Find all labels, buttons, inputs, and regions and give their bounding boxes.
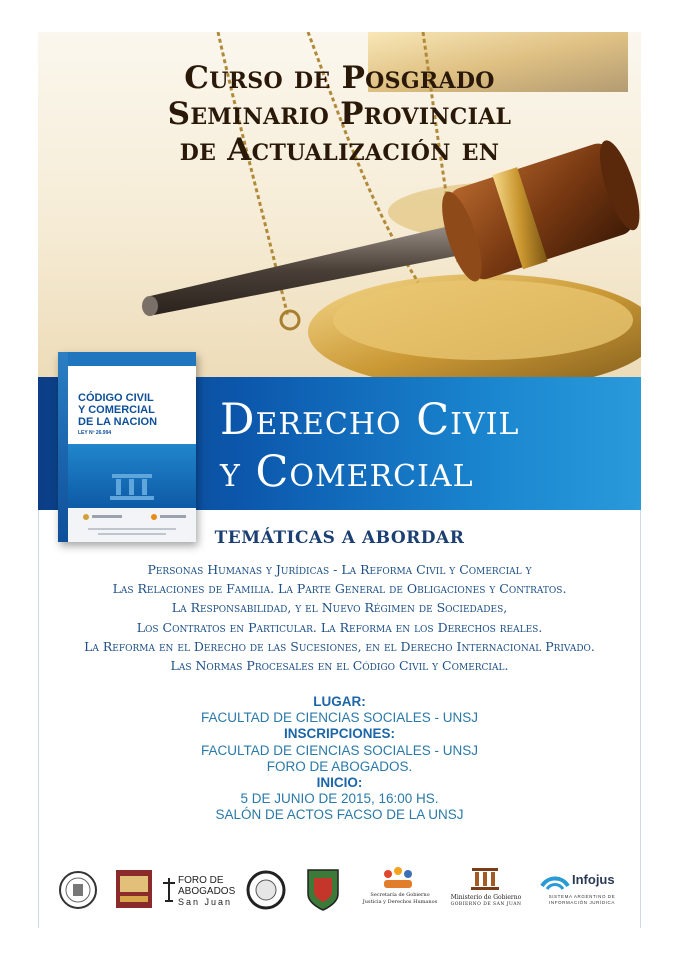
- inicio-date: 5 DE JUNIO DE 2015, 16:00 HS.: [240, 791, 439, 807]
- building-columns-icon: [470, 866, 500, 892]
- secretaria-line-2: Justicia y Derechos Humanos: [362, 899, 438, 905]
- ministerio-line-1: Ministerio de Gobierno: [450, 894, 522, 901]
- topic-line: La Responsabilidad, y el Nuevo Régimen de Sociedades,: [171, 600, 508, 616]
- foro-line-3: San Juan: [178, 897, 233, 907]
- people-group-icon: [380, 866, 416, 890]
- infojus-subtitle: [538, 894, 626, 906]
- inicio-label: INICIO:: [316, 775, 363, 791]
- inicio-place: SALÓN DE ACTOS FACSO DE LA UNSJ: [215, 807, 464, 823]
- topics-heading: TEMÁTICAS A ABORDAR: [214, 528, 465, 548]
- inscripciones-label: INSCRIPCIONES:: [283, 726, 395, 742]
- book-spine: [58, 352, 68, 542]
- foro-line-2: ABOGADOS: [178, 886, 236, 897]
- topic-line: La Reforma en el Derecho de las Sucesiones, en el Derecho Internacional Privado.: [84, 638, 595, 654]
- book-title: [78, 392, 188, 428]
- book-lower-panel: [68, 444, 196, 508]
- book-columns-icon: [68, 444, 196, 508]
- course-title: [220, 394, 519, 498]
- book-top-strip: [68, 352, 196, 366]
- infojus-waves-icon: [540, 874, 570, 892]
- topic-line: Las Relaciones de Familia. La Parte General de Obligaciones y Contratos.: [112, 581, 567, 597]
- topic-line: Los Contratos en Particular. La Reforma en los Derechos reales.: [136, 619, 543, 635]
- faculty-crest-icon: [114, 868, 154, 910]
- ministerio-line-2: GOBIERNO DE SAN JUAN: [450, 902, 522, 907]
- foro-logo-text: [178, 875, 235, 908]
- course-title-line-1: Derecho Civil: [220, 395, 520, 445]
- inscripciones-value: FACULTAD DE CIENCIAS SOCIALES - UNSJ: [200, 742, 479, 758]
- code-book-cover: [58, 352, 196, 542]
- university-seal-icon: [58, 870, 98, 910]
- topics-list: [38, 560, 641, 675]
- infojus-sub-line-2: INFORMACIÓN JURÍDICA: [549, 900, 615, 905]
- header-line-1: Curso de Posgrado: [184, 60, 495, 96]
- lugar-value: FACULTAD DE CIENCIAS SOCIALES - UNSJ: [200, 710, 479, 726]
- event-info: [38, 694, 641, 824]
- book-title-line-1: CÓDIGO CIVIL: [78, 392, 154, 404]
- header-line-2: Seminario Provincial: [167, 96, 512, 132]
- ministerio-logo-text: [450, 894, 522, 908]
- topic-line: Las Normas Procesales en el Código Civil y Comercial.: [170, 658, 509, 674]
- foro-line-1: FORO DE: [178, 875, 224, 886]
- book-law-number: LEY Nº 26.994: [78, 430, 112, 436]
- header-title: [38, 60, 641, 168]
- inscripciones-value: FORO DE ABOGADOS.: [266, 758, 413, 774]
- infojus-name: Infojus: [572, 872, 615, 887]
- secretaria-line-1: Secretaría de Gobierno: [370, 892, 430, 898]
- provincial-shield-icon: [306, 868, 340, 912]
- hero-image: [38, 32, 641, 377]
- round-seal-icon: [246, 870, 286, 910]
- book-title-line-2: Y COMERCIAL: [78, 404, 155, 416]
- secretaria-logo-text: [356, 892, 444, 906]
- infojus-sub-line-1: SISTEMA ARGENTINO DE: [548, 894, 616, 899]
- topic-line: Personas Humanas y Jurídicas - La Reforma Civil y Comercial y: [147, 562, 532, 577]
- sponsor-logos: [38, 858, 641, 918]
- course-title-line-2: y Comercial: [220, 447, 474, 497]
- lugar-label: LUGAR:: [313, 694, 366, 709]
- header-line-3: de Actualización en: [179, 132, 500, 168]
- scales-icon: [162, 876, 176, 904]
- book-title-line-3: DE LA NACION: [78, 416, 158, 428]
